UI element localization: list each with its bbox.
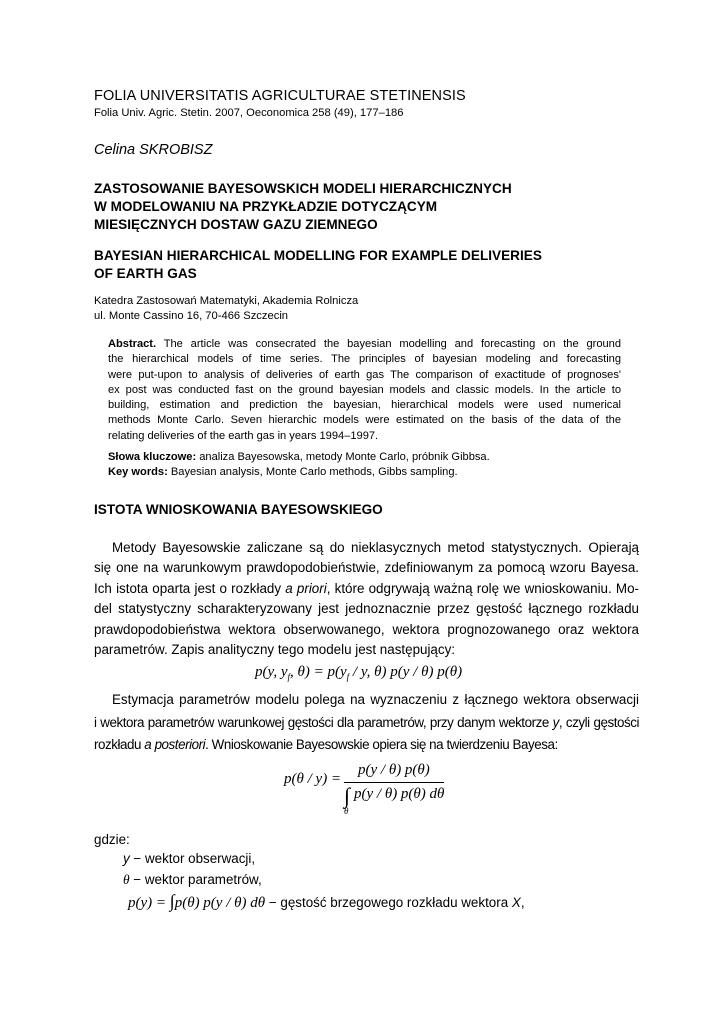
symbol-theta: θ bbox=[123, 872, 130, 887]
paragraph-line: i wektora parametrów warunkowej gęstości dla parametrów, przy danym wektorze y, czyli gęstości bbox=[94, 714, 639, 730]
paragraph-2 bbox=[94, 689, 639, 757]
keywords-polish bbox=[108, 451, 490, 463]
paragraph-line: rozkładu a posteriori. Wnioskowanie Bayesowskie opiera się na twierdzeniu Bayesa: bbox=[94, 737, 558, 753]
definitions-intro: gdzie: bbox=[94, 832, 130, 847]
author-name: Celina SKROBISZ bbox=[94, 142, 213, 158]
paragraph-1 bbox=[94, 538, 639, 660]
keywords-english bbox=[108, 466, 458, 478]
abstract-line: were put-upon to analysis of deliveries of earth gas The comparison of exactitude of prognoses' bbox=[108, 368, 621, 381]
paragraph-line: Metody Bayesowskie zaliczane są do nieklasycznych metod statystycznych. Opierają bbox=[112, 540, 639, 555]
affiliation bbox=[94, 294, 358, 324]
affiliation-line: ul. Monte Cassino 16, 70-466 Szczecin bbox=[94, 310, 289, 322]
title-polish bbox=[94, 180, 654, 234]
paragraph-line: się one na warunkowym prawdopodobieństwie, zdefiniowanym za pomocą wzoru Bayesa. bbox=[94, 560, 639, 576]
definition-theta: θ − wektor parametrów, bbox=[123, 872, 262, 887]
abstract-line: methods Monte Carlo. Seven hierarchic models were estimated on the basis of the data of the bbox=[108, 414, 621, 427]
keywords-polish-label: Słowa kluczowe: bbox=[108, 451, 197, 463]
journal-citation: Folia Univ. Agric. Stetin. 2007, Oeconomica 258 (49), 177–186 bbox=[94, 107, 404, 119]
abstract-text: The article was consecrated the bayesian modelling and forecasting on the ground bbox=[163, 338, 621, 350]
equation-joint-density: p(y, $y_f$, $\theta) = p(y_f / y$, θ) p(y / θ) p(θ) bbox=[255, 664, 463, 682]
paragraph-line: parametrów. Zapis analityczny tego modelu jest następujący: bbox=[94, 642, 455, 658]
title-english-line: OF EARTH GAS bbox=[94, 266, 197, 281]
bayes-lhs: p(θ / y) = bbox=[284, 771, 342, 787]
title-polish-line: MIESIĘCZNYCH DOSTAW GAZU ZIEMNEGO bbox=[94, 217, 378, 232]
paragraph-line: Estymacja parametrów modelu polega na wyznaczeniu z łącznego wektora obserwacji bbox=[112, 692, 639, 707]
abstract-line: building, estimation and prediction the bayesian, hierarchical models were used numerical bbox=[108, 399, 621, 412]
symbol-y: y bbox=[123, 851, 130, 866]
abstract-line: the hierarchical models of time series. The principles of bayesian modeling and forecasting bbox=[108, 353, 621, 366]
title-english bbox=[94, 247, 654, 283]
section-heading: ISTOTA WNIOSKOWANIA BAYESOWSKIEGO bbox=[94, 502, 383, 517]
bayes-denominator: p(y / θ) p(θ) dθ bbox=[354, 786, 445, 802]
keywords-polish-text: analiza Bayesowska, metody Monte Carlo, próbnik Gibbsa. bbox=[196, 451, 490, 463]
keywords-english-label: Key words: bbox=[108, 466, 168, 478]
fraction-bar bbox=[344, 782, 444, 783]
keywords-english-text: Bayesian analysis, Monte Carlo methods, Gibbs sampling. bbox=[167, 466, 458, 478]
definition-marginal: p(y) = ∫p(θ) p(y / θ) dθ − gęstość brzegowego rozkładu wektora X, bbox=[128, 891, 525, 911]
paragraph-line: del statystyczny scharakteryzowany jest jednoznacznie przez gęstość łącznego rozkładu bbox=[94, 601, 639, 617]
title-polish-line: ZASTOSOWANIE BAYESOWSKICH MODELI HIERARCHICZNYCH bbox=[94, 181, 512, 196]
journal-name: FOLIA UNIVERSITATIS AGRICULTURAE STETINENSIS bbox=[94, 88, 466, 104]
title-polish-line: W MODELOWANIU NA PRZYKŁADZIE DOTYCZĄCYM bbox=[94, 199, 438, 214]
abstract-line: ex post was conducted fast on the ground bayesian models and classic models. In the article to bbox=[108, 383, 621, 396]
paragraph-line: prawdopodobieństwa wektora obserwowanego, wektora prognozowanego oraz wektora bbox=[94, 621, 639, 637]
abstract bbox=[108, 337, 621, 444]
paragraph-line: Ich istota oparta jest o rozkłady a priori, które odgrywają ważną rolę we wnioskowaniu. Mo- bbox=[94, 580, 639, 596]
definition-y: y − wektor obserwacji, bbox=[123, 851, 256, 866]
abstract-label: Abstract. bbox=[108, 338, 157, 350]
integral-limit: θ bbox=[344, 806, 349, 816]
integral-sign: ∫ bbox=[344, 783, 351, 808]
bayes-numerator: p(y / θ) p(θ) bbox=[358, 762, 430, 778]
abstract-line: relating deliveries of the earth gas in years 1994–1997. bbox=[108, 429, 379, 442]
affiliation-line: Katedra Zastosowań Matematyki, Akademia Rolnicza bbox=[94, 295, 359, 307]
title-english-line: BAYESIAN HIERARCHICAL MODELLING FOR EXAMPLE DELIVERIES bbox=[94, 248, 542, 263]
abstract-line bbox=[108, 337, 621, 352]
